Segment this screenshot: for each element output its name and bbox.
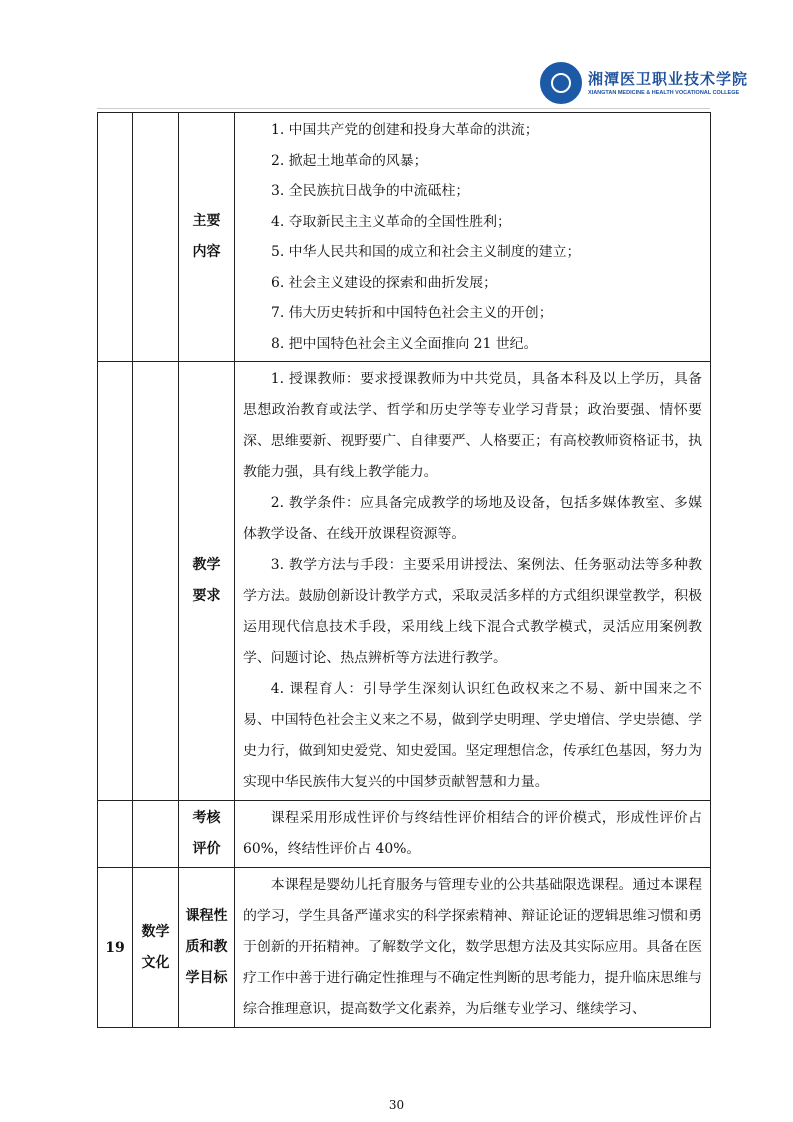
list-item: 4. 夺取新民主主义革命的全国性胜利；: [271, 213, 511, 230]
paragraph: 本课程是婴幼儿托育服务与管理专业的公共基础限选课程。通过本课程的学习，学生具备严谨求实的科学探索精神、辩证论证的逻辑思维习惯和勇于创新的开拓精神。了解数学文化，数学思想方法及其实际应用。具备在医疗工作中善于进行确定性推理与不确定性判断的思考能力，提升临床思维与综合推理意识，提高数学文化素养，为后继专业学习、继续学习、: [243, 877, 702, 1017]
empty-name-cell: [133, 362, 179, 801]
list-item: 5. 中华人民共和国的成立和社会主义制度的建立；: [271, 244, 581, 260]
paragraph: 课程采用形成性评价与终结性评价相结合的评价模式，形成性评价占 60%，终结性评价占 40%。: [243, 810, 702, 857]
paragraph: 2. 教学条件：应具备完成教学的场地及设备，包括多媒体教室、多媒体教学设备、在线开放课程资源等。: [243, 495, 702, 542]
college-seal-icon: [540, 62, 582, 104]
paragraph: 3. 教学方法与手段：主要采用讲授法、案例法、任务驱动法等多种教学方法。鼓励创新设计教学方式，采取灵活多样的方式组织课堂教学，积极运用现代信息技术手段，采用线上线下混合式教学模式，灵活应用案例教学、问题讨论、热点辨析等方法进行教学。: [243, 557, 702, 666]
paragraph: 4. 课程育人：引导学生深刻认识红色政权来之不易、新中国来之不易、中国特色社会主义来之不易，做到学史明理、学史增信、学史崇德、学史力行，做到知史爱党、知史爱国。坚定理想信念，传承红色基因，努力为实现中华民族伟大复兴的中国梦贡献智慧和力量。: [243, 681, 702, 790]
assessment-content: [235, 801, 711, 868]
page-number: 30: [388, 1098, 405, 1112]
course-name: 数学 文化: [133, 868, 179, 1028]
row-label-teaching-requirements: 教学 要求: [179, 362, 235, 801]
course-nature-content: [235, 868, 711, 1028]
logo-chinese-name: 湘潭医卫职业技术学院: [588, 69, 749, 88]
list-item: 3. 全民族抗日战争的中流砥柱；: [271, 183, 470, 199]
row-label-assessment: 考核 评价: [179, 801, 235, 868]
row-label-main-content: 主要 内容: [179, 113, 235, 362]
empty-name-cell: [133, 113, 179, 362]
header-divider: [97, 108, 710, 109]
list-item: 6. 社会主义建设的探索和曲折发展；: [271, 274, 498, 291]
table-row-teaching-requirements: [98, 362, 711, 801]
course-table: [97, 112, 711, 1028]
course-number: 19: [98, 868, 133, 1028]
table-row-assessment: [98, 801, 711, 868]
empty-number-cell: [98, 362, 133, 801]
paragraph: 1. 授课教师：要求授课教师为中共党员，具备本科及以上学历，具备思想政治教育或法学、哲学和历史学等专业学习背景；政治要强、情怀要深、思维要新、视野要广、自律要严、人格要正；有高校教师资格证书，执教能力强，具有线上教学能力。: [243, 371, 702, 480]
college-logo: [540, 62, 748, 104]
list-item: 7. 伟大历史转折和中国特色社会主义的开创；: [271, 305, 553, 321]
empty-number-cell: [98, 113, 133, 362]
main-content-list: [235, 113, 711, 362]
table-row-course-19: [98, 868, 711, 1028]
empty-name-cell: [133, 801, 179, 868]
list-item: 8. 把中国特色社会主义全面推向 21 世纪。: [271, 335, 538, 352]
table-row-main-content: [98, 113, 711, 362]
row-label-course-nature: 课程性 质和教 学目标: [179, 868, 235, 1028]
empty-number-cell: [98, 801, 133, 868]
logo-english-name: XIANGTAN MEDICINE & HEALTH VOCATIONAL COLLEGE: [588, 89, 740, 96]
list-item: 1. 中国共产党的创建和投身大革命的洪流；: [271, 122, 539, 138]
list-item: 2. 掀起土地革命的风暴；: [271, 152, 428, 169]
teaching-requirements-content: [235, 362, 711, 801]
